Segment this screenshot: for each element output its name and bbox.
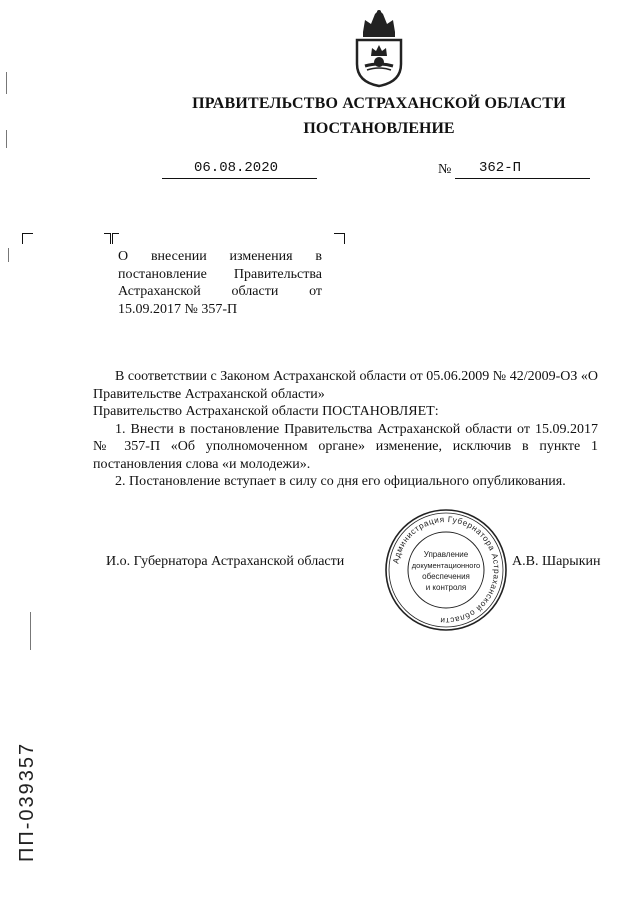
- stamp-inner-line: Управление: [423, 550, 469, 559]
- subject-line: 15.09.2017 № 357-П: [118, 301, 238, 317]
- subject-corner-inner-left: [104, 233, 111, 244]
- number-field: [455, 160, 590, 179]
- stamp-inner-line: и контроля: [425, 583, 467, 592]
- date-field: [162, 160, 317, 179]
- resolution-paragraph: Правительство Астраханской области ПОСТАНОВЛЯЕТ:: [93, 404, 439, 419]
- side-registration-text: ПП-039357: [16, 741, 38, 862]
- document-number: 362-П: [479, 160, 522, 176]
- scan-mark: [8, 248, 9, 262]
- subject-corner-inner-right: [112, 233, 119, 244]
- subject-corner-right: [334, 233, 345, 244]
- scan-mark: [6, 72, 7, 94]
- document-subject: [118, 248, 322, 318]
- subject-line: О внесении изменения в: [118, 249, 322, 264]
- stamp-outer-text: Администрация Губернатора Астраханской области: [391, 514, 502, 626]
- signatory-position: И.о. Губернатора Астраханской области: [106, 554, 345, 569]
- number-label: №: [438, 162, 452, 177]
- government-name: ПРАВИТЕЛЬСТВО АСТРАХАНСКОЙ ОБЛАСТИ: [192, 95, 566, 112]
- stamp-inner-line: обеспечения: [422, 572, 470, 581]
- document-date: 06.08.2020: [194, 160, 279, 176]
- document-type: ПОСТАНОВЛЕНИЕ: [303, 120, 455, 137]
- clause-1-paragraph: 1. Внести в постановление Правительства Астраханской области от 15.09.2017 № 357-П «Об уполномоченном органе» изменение, исключив в пункте 1 постановления слова «и молодежи».: [93, 421, 598, 472]
- clause-2-paragraph: 2. Постановление вступает в силу со дня его официального опубликования.: [115, 474, 566, 489]
- side-registration-number: [14, 712, 42, 862]
- signatory-name: А.В. Шарыкин: [512, 554, 601, 569]
- scan-mark: [30, 612, 31, 650]
- subject-line: постановление Правительства: [118, 266, 322, 282]
- coat-of-arms-icon: [353, 8, 405, 88]
- subject-line: Астраханской области от: [118, 284, 322, 299]
- subject-corner-left: [22, 233, 33, 244]
- stamp-inner-line: документационного: [411, 561, 481, 570]
- scan-mark: [6, 130, 7, 148]
- document-body: [93, 368, 598, 491]
- official-stamp: [384, 508, 508, 632]
- preamble-paragraph: В соответствии с Законом Астраханской области от 05.06.2009 № 42/2009-ОЗ «О Правительстве Астраханской области»: [93, 369, 598, 402]
